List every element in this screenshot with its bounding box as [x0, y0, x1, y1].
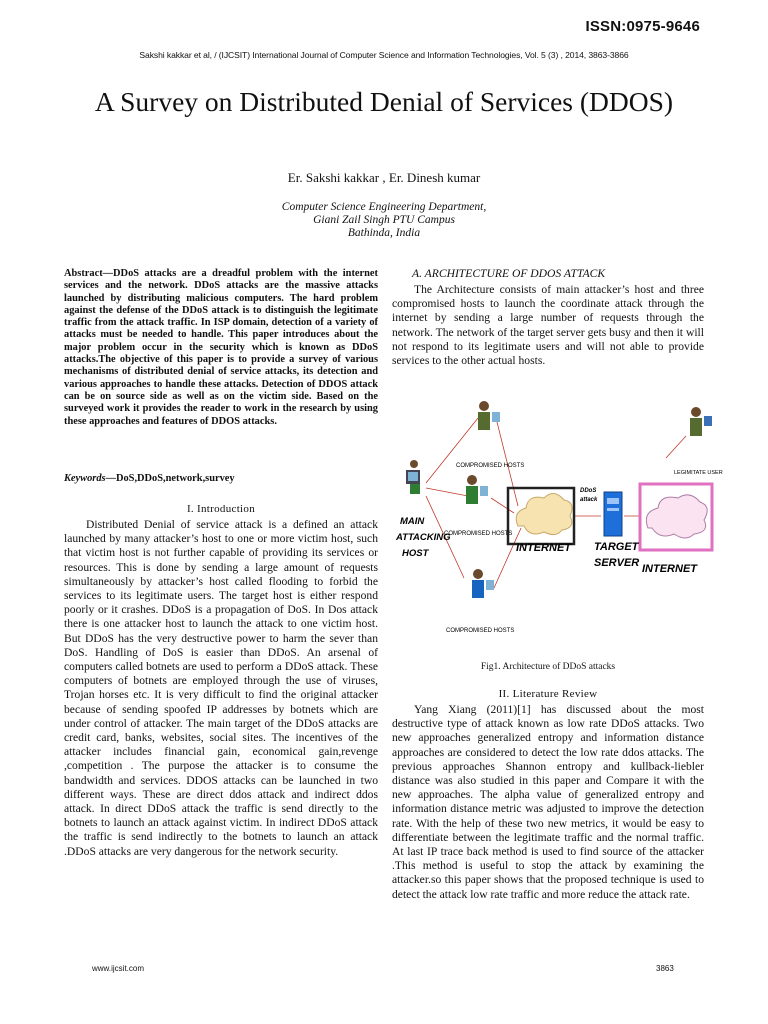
- fig-label-target: TARGET: [594, 541, 639, 553]
- keywords: [64, 473, 378, 485]
- affiliation-department: Computer Science Engineering Department,: [281, 201, 487, 213]
- abstract: Abstract—DDoS attacks are a dreadful problem with the internet services and the network. DDoS attacks are the massive attacks launched by distributing malicious computers. The hard problem against the defense of the DDoS attack is to distinguish the legitimate traffic from the attack traffic. In ISP domain, detection of a variety of attacks must be needed to handle. This paper introduces about the major problem occur in the security which is known as DDoS attacks.The objective of this paper is to provide a survey of various mechanisms of distributed denial of service attacks, its detection and various approaches to handle these attacks. Detection of DDOS attack can be on source side as well as on the victim side. Based on the surveyed work it provides the reader to work in the research by using these approaches and features of DDOS attacks.: [64, 268, 378, 427]
- fig-label-main: MAIN: [400, 516, 425, 527]
- footer-site: www.ijcsit.com: [92, 964, 145, 973]
- authors: Er. Sakshi kakkar , Er. Dinesh kumar: [287, 170, 481, 185]
- literature-heading: II. Literature Review: [498, 688, 598, 700]
- fig-label-attack: attack: [580, 497, 598, 503]
- page-number: 3863: [656, 964, 674, 973]
- affiliation: [0, 201, 768, 240]
- affiliation-campus: Giani Zail Singh PTU Campus: [313, 214, 455, 226]
- issn-label: ISSN:0975-9646: [585, 18, 700, 35]
- introduction-body: Distributed Denial of service attack is a defined an attack launched by many attacker’s host to one or more victim host, such that victim host is not further capable of providing its services or resources. This is done by sending a large amount of requests simultaneously by attacker’s host called flooding to forbid the services to its legitimate users. The target host is either respond poorly or it crashes. DDoS is a propagation of DoS. In Dos attack there is one attacker host to launch the attack to one victim host. But DDoS has the very destructive power to harm the sever than DoS. Handling of DoS is easier than DDoS. An arsenal of computers called botnets are used to perform a DDoS attack. These computers of botnets are employed through the use of viruses, Trojan horses etc. It is very difficult to find the original attacker because of sending spoofed IP addresses by botnets which are under control of attacker. The main target of the DDoS attacks are credit card, banks, websites, social sites. The incentives of the attacker includes financial gain, economical gain,revenge ,competition . The purpose the attacker is to consume the bandwidth and services. DDOS attacks can be launched in two different ways. These are direct ddos attack and indirect ddos attack. In direct DDoS attack the traffic is send directly to the botnets to launch an attack against victim. In indirect DDoS attack the traffic is send indirectly to the botnets to launch an attack .DDoS attacks are very dangerous for the network security.: [64, 518, 378, 858]
- running-header: Sakshi kakkar et al, / (IJCSIT) International Journal of Computer Science and Information Technologies, Vol. 5 (3) , 2014, 3863-3866: [139, 50, 629, 60]
- architecture-body: The Architecture consists of main attacker’s host and three compromised hosts to launch the coordinate attack through the internet by sending a large number of requests through the network. The network of the target server gets busy and then it will not respond to its legitimate users and will not able to provide services to the other actual hosts.: [392, 283, 704, 368]
- fig-label-attacking: ATTACKING: [396, 532, 451, 543]
- fig-label-legit-user: LEGIMITATE USER: [674, 470, 723, 476]
- target-server-icon: [604, 492, 622, 536]
- fig-label-internet-left: INTERNET: [516, 542, 571, 554]
- fig-label-ddos: DDoS: [580, 488, 597, 494]
- internet-cloud-right: [640, 484, 712, 550]
- introduction-heading: I. Introduction: [186, 503, 256, 515]
- affiliation-location: Bathinda, India: [347, 227, 421, 239]
- paper-title: A Survey on Distributed Denial of Services (DDOS): [94, 86, 674, 117]
- main-attacker-icon: [406, 460, 420, 494]
- figure-caption: Fig1. Architecture of DDoS attacks: [480, 662, 616, 672]
- ddos-architecture-figure: [396, 388, 723, 653]
- keywords-text: —DoS,DDoS,network,survey: [105, 473, 235, 484]
- compromised-host-bottom-icon: [472, 569, 494, 598]
- fig-label-compromised-top: COMPROMISED HOSTS: [456, 463, 525, 469]
- fig-label-compromised-bottom: COMPROMISED HOSTS: [446, 628, 515, 634]
- legitimate-user-icon: [690, 407, 712, 436]
- architecture-heading: A. ARCHITECTURE OF DDOS ATTACK: [412, 267, 606, 280]
- keywords-label: Keywords: [64, 473, 106, 484]
- fig-label-internet-right: INTERNET: [642, 563, 697, 575]
- fig-label-host: HOST: [402, 548, 429, 559]
- compromised-host-top-icon: [478, 401, 500, 430]
- fig-label-compromised-mid: COMPROMISED HOSTS: [444, 531, 513, 537]
- literature-body: Yang Xiang (2011)[1] has discussed about the most destructive type of attack known as low rate DDoS attacks. Two new approaches generalized entropy and information distance approaches are considered to detect the low rate ddos attacks. The previous approaches Shannon entropy and kullback-liebler distance was also studied in this paper and Compare it with the new approaches. The alpha value of generalized entropy and information distance metric was adjusted to improve the detection rate. With the help of these two new metrics, it would be easy to differentiate between the legitimate traffic and the normal traffic. At last IP trace back method is used to find source of the attacker .This method is useful to stop the attack by examining the attacker.so this paper shows that the proposed technique is used to detect the attack low rate traffic and more reduce the attack rate.: [392, 703, 704, 901]
- compromised-host-mid-icon: [466, 475, 488, 504]
- fig-label-server: SERVER: [594, 557, 640, 569]
